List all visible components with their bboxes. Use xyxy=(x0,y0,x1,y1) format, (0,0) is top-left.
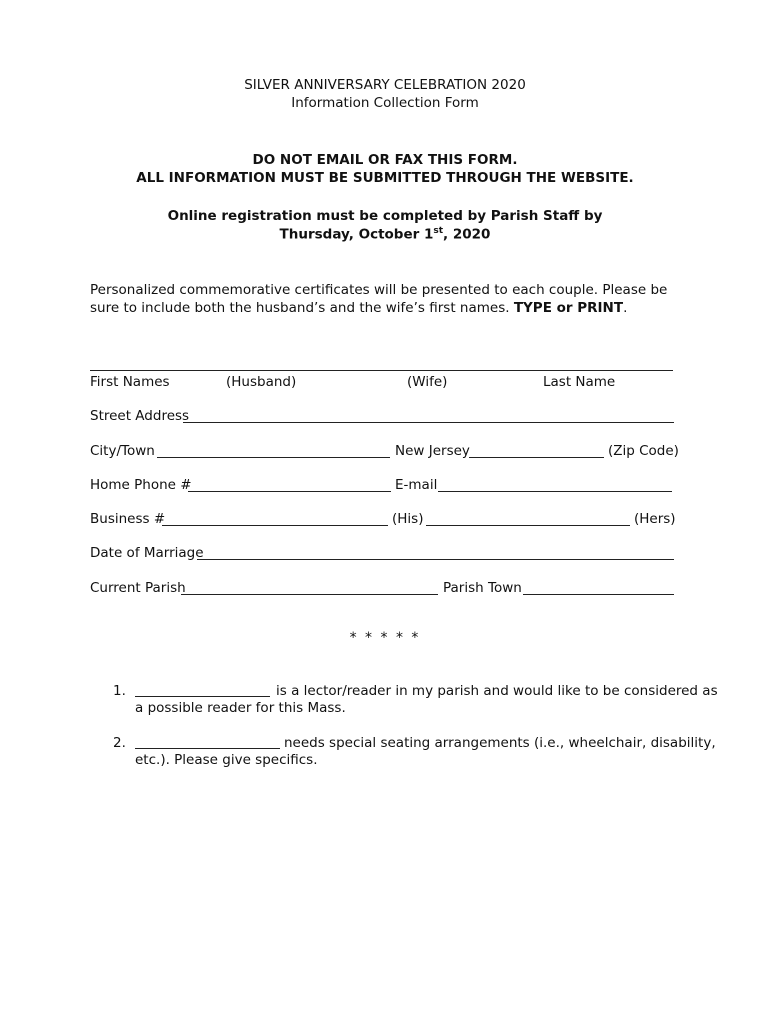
intro-line-1: Personalized commemorative certificates will be presented to each couple. Please be xyxy=(90,282,668,298)
item-2-number: 2. xyxy=(113,735,126,751)
warning-line-1: DO NOT EMAIL OR FAX THIS FORM. xyxy=(252,152,518,168)
wife-label: (Wife) xyxy=(407,374,448,390)
street-address-label: Street Address xyxy=(90,408,190,424)
item-1-number: 1. xyxy=(113,683,126,699)
his-label: (His) xyxy=(392,511,424,527)
parish-town-field[interactable] xyxy=(523,594,674,595)
form-title: SILVER ANNIVERSARY CELEBRATION 2020 xyxy=(244,77,526,93)
form-subtitle: Information Collection Form xyxy=(291,95,479,111)
street-address-field[interactable] xyxy=(183,422,674,423)
hers-label: (Hers) xyxy=(634,511,676,527)
item-2-line-1: needs special seating arrangements (i.e., wheelchair, disability, xyxy=(284,735,716,751)
current-parish-field[interactable] xyxy=(181,594,438,595)
business-hers-field[interactable] xyxy=(426,525,630,526)
item-1-line-2: a possible reader for this Mass. xyxy=(135,700,346,716)
warning-line-2: ALL INFORMATION MUST BE SUBMITTED THROUGH THE WEBSITE. xyxy=(136,170,634,186)
current-parish-label: Current Parish xyxy=(90,580,186,596)
city-town-label: City/Town xyxy=(90,443,155,459)
date-of-marriage-field[interactable] xyxy=(197,559,674,560)
item-2-line-2: etc.). Please give specifics. xyxy=(135,752,318,768)
item-2-name-field[interactable] xyxy=(135,748,280,749)
deadline-line-2: Thursday, October 1st, 2020 xyxy=(279,226,491,243)
new-jersey-label: New Jersey xyxy=(395,443,470,459)
business-label: Business # xyxy=(90,511,166,527)
home-phone-label: Home Phone # xyxy=(90,477,192,493)
first-names-label: First Names xyxy=(90,374,170,390)
separator-stars: * * * * * xyxy=(349,630,421,646)
intro-line-2: sure to include both the husband’s and the wife’s first names. TYPE or PRINT. xyxy=(90,300,628,316)
email-label: E-mail xyxy=(395,477,438,493)
deadline-line-1: Online registration must be completed by Parish Staff by xyxy=(167,208,603,224)
home-phone-field[interactable] xyxy=(188,491,391,492)
city-town-field[interactable] xyxy=(157,457,390,458)
zip-code-label: (Zip Code) xyxy=(608,443,679,459)
parish-town-label: Parish Town xyxy=(443,580,522,596)
item-1-line-1: is a lector/reader in my parish and would like to be considered as xyxy=(276,683,718,699)
husband-label: (Husband) xyxy=(226,374,297,390)
date-of-marriage-label: Date of Marriage xyxy=(90,545,204,561)
item-1-name-field[interactable] xyxy=(135,696,270,697)
business-his-field[interactable] xyxy=(162,525,388,526)
last-name-label: Last Name xyxy=(543,374,616,390)
zip-code-field[interactable] xyxy=(469,457,604,458)
email-field[interactable] xyxy=(438,491,672,492)
names-input-line[interactable] xyxy=(90,370,673,371)
